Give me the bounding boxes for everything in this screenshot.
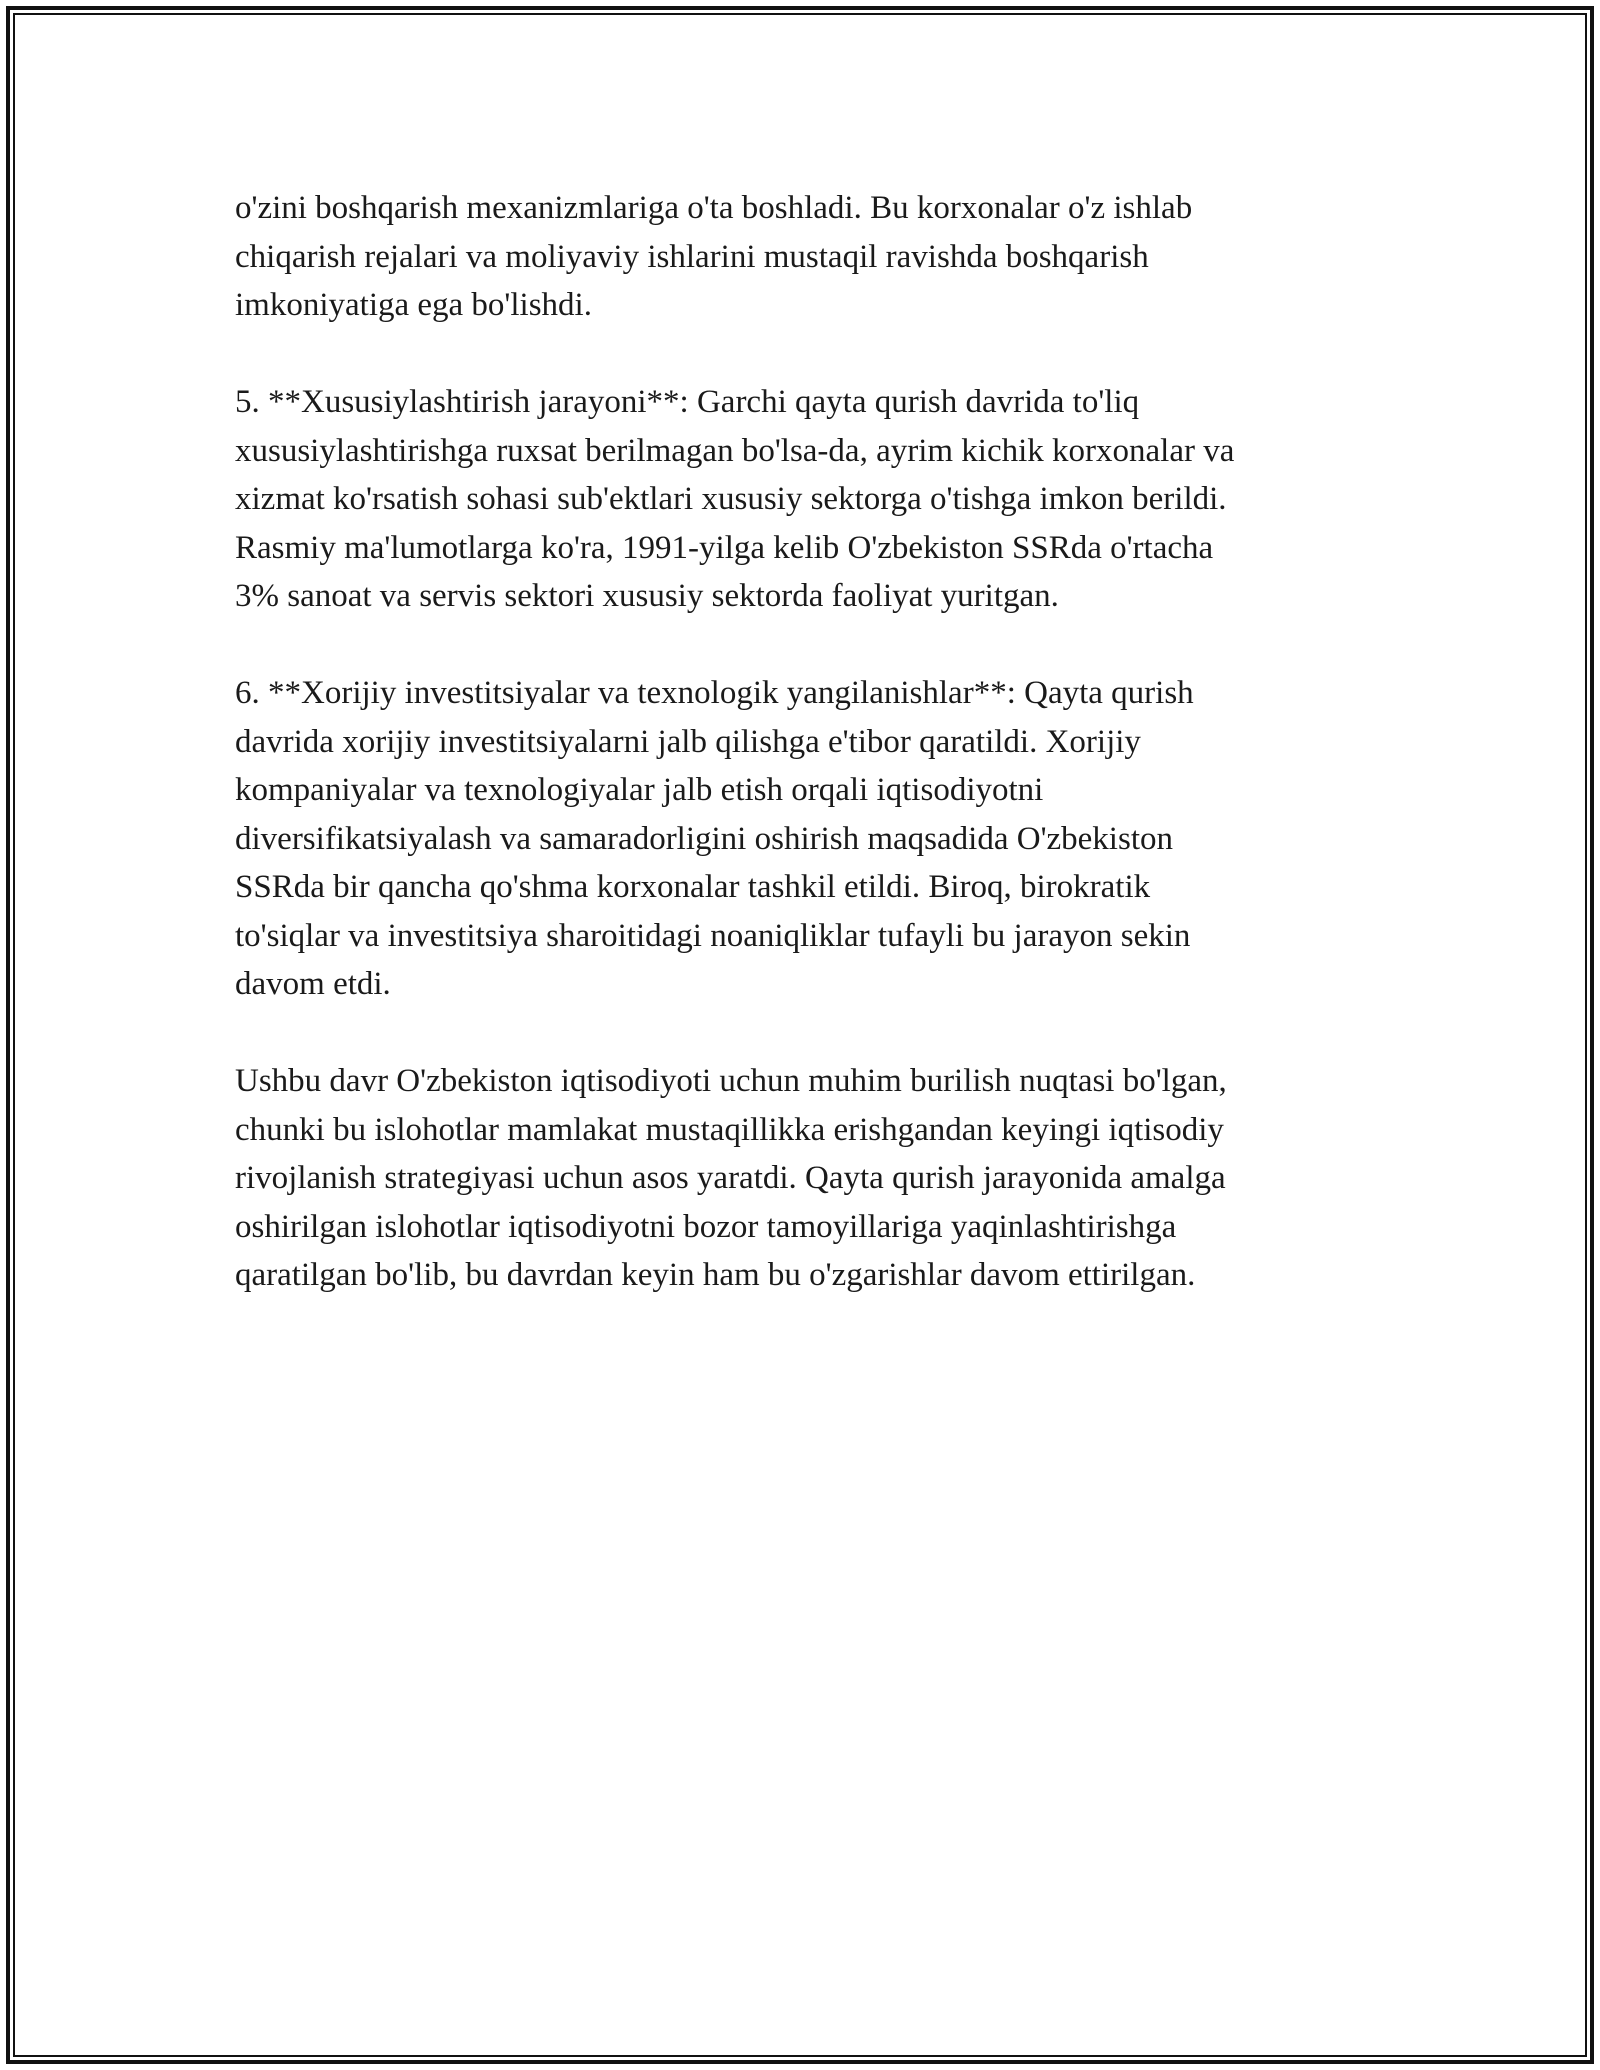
document-body — [235, 184, 1365, 1348]
text-line: chunki bu islohotlar mamlakat mustaqillikka erishgandan keyingi iqtisodiy — [235, 1111, 1224, 1148]
text-line: xizmat ko'rsatish sohasi sub'ektlari xususiy sektorga o'tishga imkon berildi. — [235, 481, 1227, 517]
text-line: to'siqlar va investitsiya sharoitidagi noaniqliklar tufayli bu jarayon sekin — [235, 917, 1191, 954]
paragraph-privatization — [235, 378, 1365, 621]
paragraph-foreign-investment — [235, 669, 1365, 1009]
text-line: davrida xorijiy investitsiyalarni jalb qilishga e'tibor qaratildi. Xorijiy — [235, 723, 1141, 760]
text-line: imkoniyatiga ega bo'lishdi. — [235, 287, 592, 323]
text-line: Rasmiy ma'lumotlarga ko'ra, 1991-yilga kelib O'zbekiston SSRda o'rtacha — [235, 529, 1214, 566]
text-line: 3% sanoat va servis sektori xususiy sektorda faoliyat yuritgan. — [235, 578, 1059, 614]
text-line: SSRda bir qancha qo'shma korxonalar tashkil etildi. Biroq, birokratik — [235, 869, 1151, 905]
text-line: diversifikatsiyalash va samaradorligini oshirish maqsadida O'zbekiston — [235, 820, 1173, 857]
text-line: oshirilgan islohotlar iqtisodiyotni bozor tamoyillariga yaqinlashtirishga — [235, 1208, 1177, 1245]
text-line: Ushbu davr O'zbekiston iqtisodiyoti uchun muhim burilish nuqtasi bo'lgan, — [235, 1063, 1227, 1099]
text-line: davom etdi. — [235, 966, 391, 1002]
text-line: chiqarish rejalari va moliyaviy ishlarini mustaqil ravishda boshqarish — [235, 238, 1149, 275]
text-line: 5. **Xususiylashtirish jarayoni**: Garchi qayta qurish davrida to'liq — [235, 384, 1140, 420]
text-line: rivojlanish strategiyasi uchun asos yaratdi. Qayta qurish jarayonida amalga — [235, 1160, 1226, 1196]
paragraph-self-management — [235, 184, 1365, 330]
text-line: qaratilgan bo'lib, bu davrdan keyin ham bu o'zgarishlar davom ettirilgan. — [235, 1257, 1196, 1293]
text-line: 6. **Xorijiy investitsiyalar va texnologik yangilanishlar**: Qayta qurish — [235, 675, 1194, 711]
text-line: kompaniyalar va texnologiyalar jalb etish orqali iqtisodiyotni — [235, 772, 1044, 808]
text-line: xususiylashtirishga ruxsat berilmagan bo'lsa-da, ayrim kichik korxonalar va — [235, 432, 1235, 469]
paragraph-conclusion — [235, 1057, 1365, 1300]
text-line: o'zini boshqarish mexanizmlariga o'ta boshladi. Bu korxonalar o'z ishlab — [235, 190, 1193, 226]
